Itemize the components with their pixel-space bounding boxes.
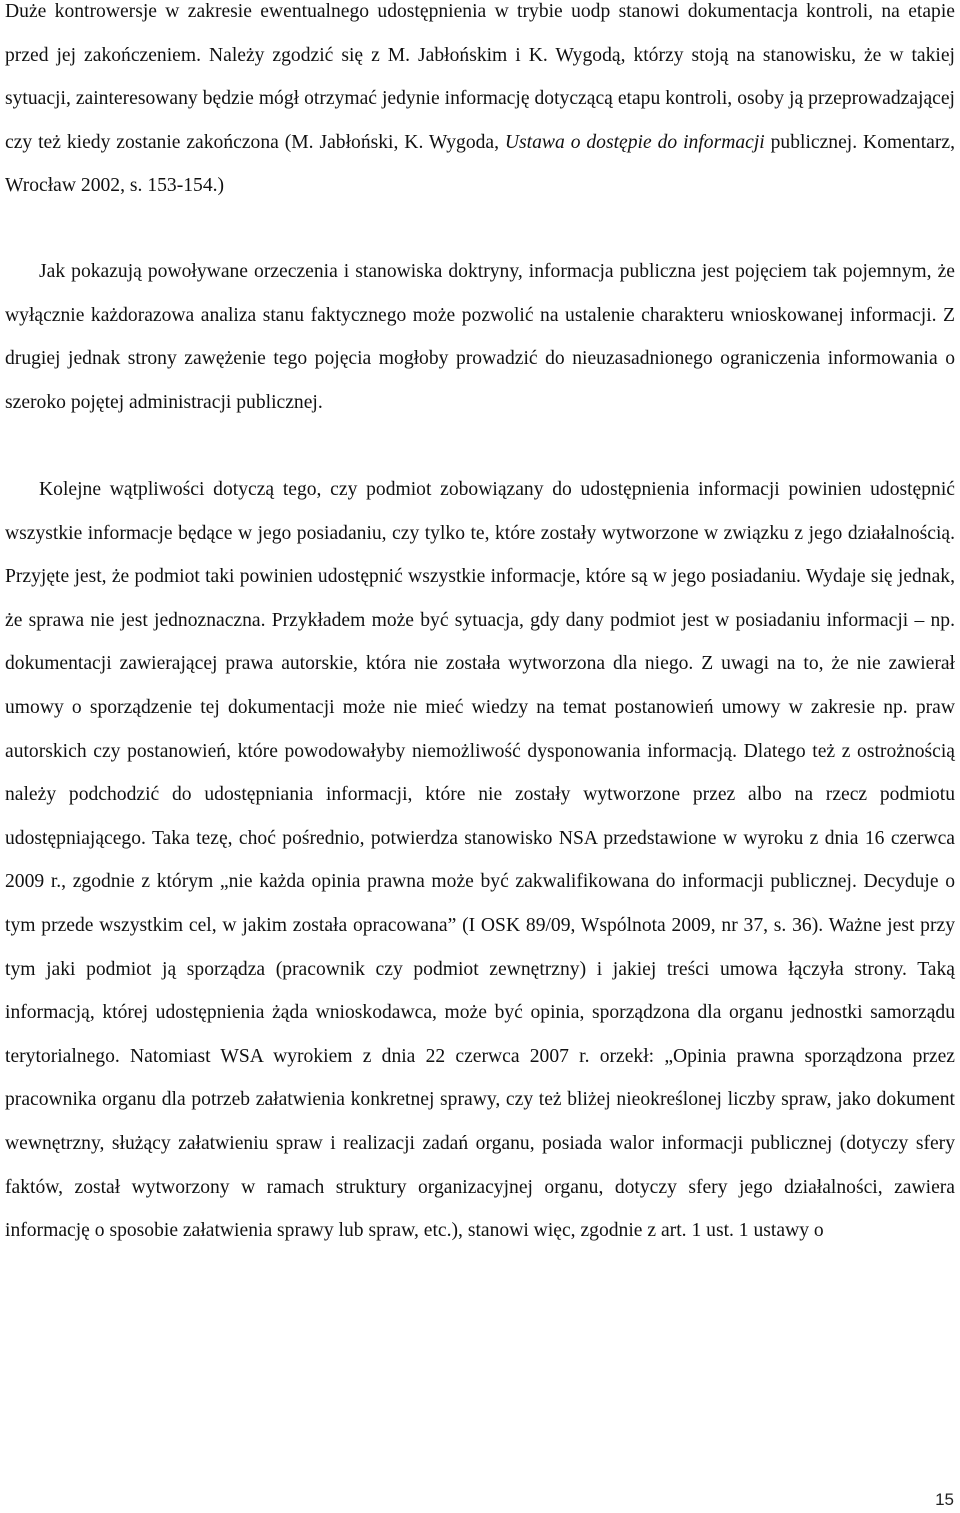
paragraph-text-end: publicznej. Komentarz, Wrocław 2002, s. 153-154.) (5, 131, 955, 197)
paragraph-doubts: Kolejne wątpliwości dotyczą tego, czy podmiot zobowiązany do udostępnienia informacji powinien udostępnić wszystkie informacje będące w jego posiadaniu, czy tylko te, które zostały wytworzone w związku z jego działalnością. Przyjęte jest, że podmiot taki powinien udostępnić wszystkie informacje, które są w jego posiadaniu. Wydaje się jednak, że sprawa nie jest jednoznaczna. Przykładem może być sytuacja, gdy dany podmiot jest w posiadaniu informacji – np. dokumentacji zawierającej prawa autorskie, która nie została wytworzona dla niego. Z uwagi na to, że nie zawierał umowy o sporządzenie tej dokumentacji może nie mieć wiedzy na temat postanowień umowy w zakresie np. praw autorskich czy postanowień, które powodowałyby niemożliwość dysponowania informacją. Dlatego też z ostrożnością należy podchodzić do udostępniania informacji, które nie zostały wytworzone przez albo na rzecz podmiotu udostępniającego. Taka tezę, choć pośrednio, potwierdza stanowisko NSA przedstawione w wyroku z dnia 16 czerwca 2009 r., zgodnie z którym „nie każda opinia prawna może być zakwalifikowana do informacji publicznej. Decyduje o tym przede wszystkim cel, w jakim została opracowana” (I OSK 89/09, Wspólnota 2009, nr 37, s. 36). Ważne jest przy tym jaki podmiot ją sporządza (pracownik czy podmiot zewnętrzny) i jakiej treści umowa łączyła strony. Taką informacją, której udostępnienia żąda wnioskodawca, może być opinia, sporządzona dla organu jednostki samorządu terytorialnego. Natomiast WSA wyrokiem z dnia 22 czerwca 2007 r. orzekł: „Opinia prawna sporządzona przez pracownika organu dla potrzeb załatwienia konkretnej sprawy, czy też bliżej nieokreślonej liczby spraw, jako dokument wewnętrzny, służący załatwieniu spraw i realizacji zadań organu, posiada walor informacji publicznej (dotyczy sfery faktów, został wytworzony w ramach struktury organizacyjnej organu, dotyczy sfery jego działalności, zawiera informację o sposobie załatwienia sprawy lub spraw, etc.), stanowi więc, zgodnie z art. 1 ust. 1 ustawy o (5, 479, 955, 1242)
cited-title: Ustawa o dostępie do informacji (504, 131, 765, 153)
page-number: 15 (935, 1490, 954, 1509)
paragraph-text: Duże kontrowersje w zakresie ewentualnego udostępnienia w trybie uodp stanowi dokumentacja kontroli, na etapie przed jej zakończeniem. Należy zgodzić się z M. Jabłońskim i K. Wygodą, którzy stoją na stanowisku, że w takiej sytuacji, zainteresowany będzie mógł otrzymać jedynie informację dotyczącą etapu kontroli, osoby ją przeprowadzającej czy też kiedy zostanie zakończona (M. Jabłoński, K. Wygoda, (5, 1, 955, 153)
paragraph-control-documentation (5, 0, 955, 208)
paragraph-public-information: Jak pokazują powoływane orzeczenia i stanowiska doktryny, informacja publiczna jest pojęciem tak pojemnym, że wyłącznie każdorazowa analiza stanu faktycznego może pozwolić na ustalenie charakteru wnioskowanej informacji. Z drugiej jednak strony zawężenie tego pojęcia mogłoby prowadzić do nieuzasadnionego ograniczenia informowania o szeroko pojętej administracji publicznej. (5, 261, 955, 413)
